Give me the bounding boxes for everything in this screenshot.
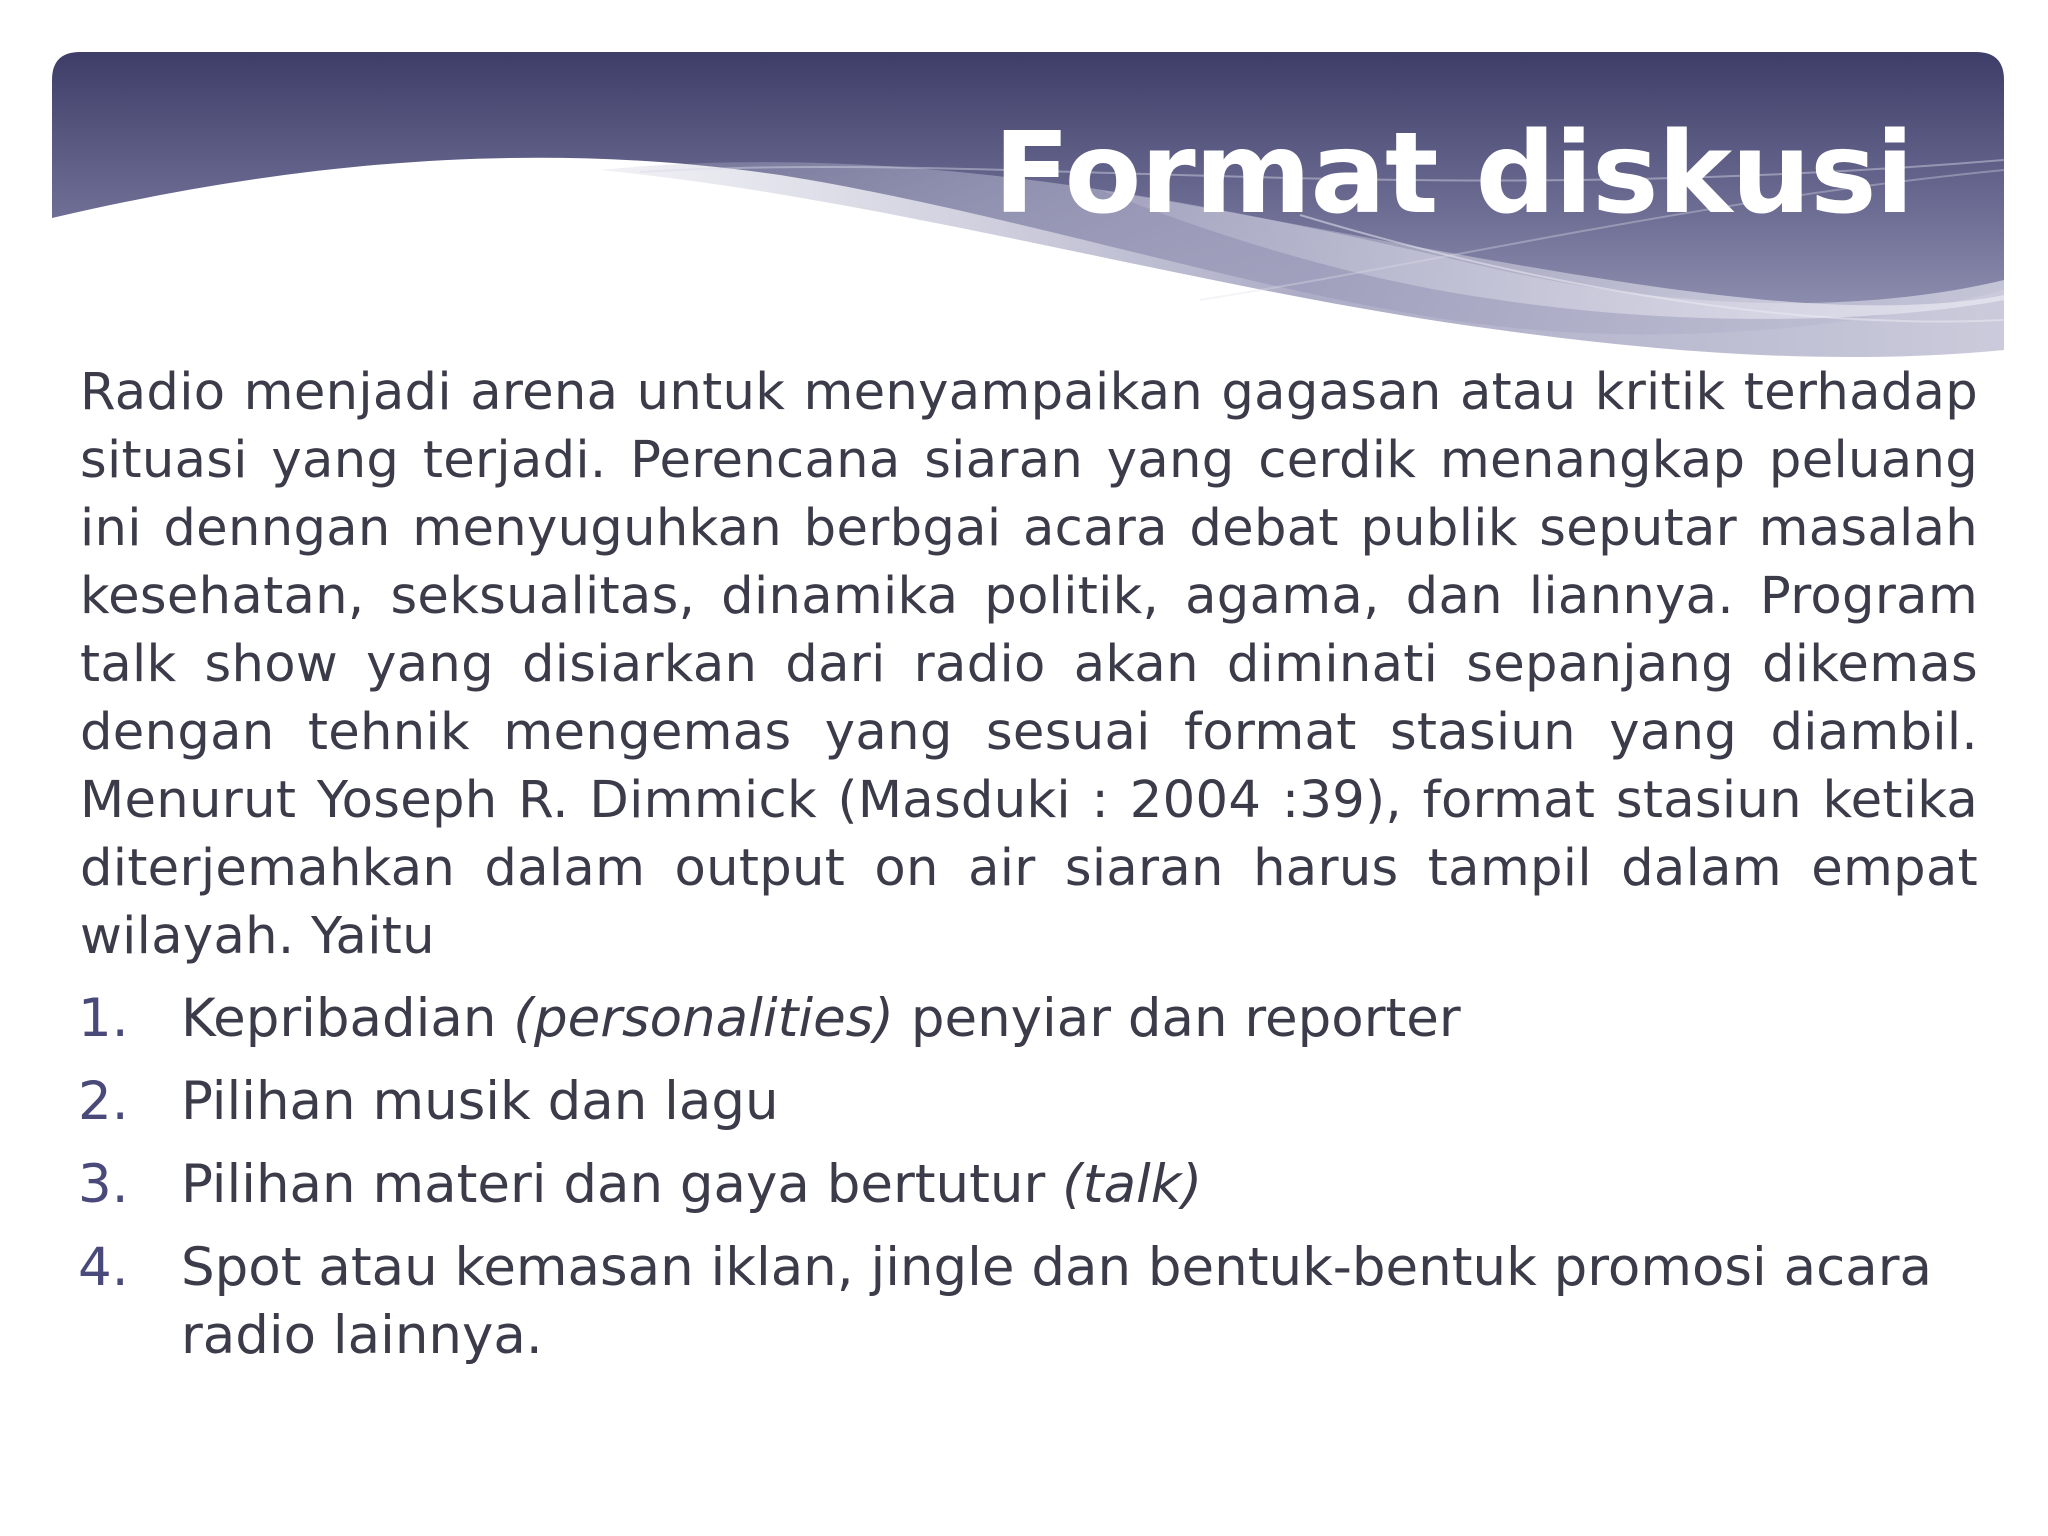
list-item bbox=[78, 1068, 1958, 1136]
numbered-list bbox=[78, 985, 1958, 1385]
list-item-text: Spot atau kemasan iklan, jingle dan bentuk-bentuk promosi acara radio lainnya. bbox=[181, 1237, 1932, 1366]
list-item bbox=[78, 1151, 1958, 1219]
list-number: 3. bbox=[78, 1154, 129, 1215]
body-paragraph: Radio menjadi arena untuk menyampaikan gagasan atau kritik terhadap situasi yang terjadi. Perencana siaran yang cerdik menangkap peluang ini denngan menyuguhkan berbgai acara debat publik seputar masalah kesehatan, seksualitas, dinamika politik, agama, dan liannya. Program talk show yang disiarkan dari radio akan diminati sepanjang dikemas dengan tehnik mengemas yang sesuai format stasiun yang diambil. Menurut Yoseph R. Dimmick (Masduki : 2004 :39), format stasiun ketika diterjemahkan dalam output on air siaran harus tampil dalam empat wilayah. Yaitu bbox=[80, 362, 1978, 966]
slide-title: Format diskusi bbox=[993, 109, 1913, 239]
list-item bbox=[78, 1234, 1958, 1370]
list-number: 2. bbox=[78, 1071, 129, 1132]
list-item-text: Kepribadian (personalities) penyiar dan reporter bbox=[181, 988, 1461, 1049]
list-number: 1. bbox=[78, 988, 129, 1049]
list-number: 4. bbox=[78, 1237, 129, 1298]
list-item-text: Pilihan musik dan lagu bbox=[181, 1071, 779, 1132]
list-item bbox=[78, 985, 1958, 1053]
list-item-text: Pilihan materi dan gaya bertutur (talk) bbox=[181, 1154, 1203, 1215]
